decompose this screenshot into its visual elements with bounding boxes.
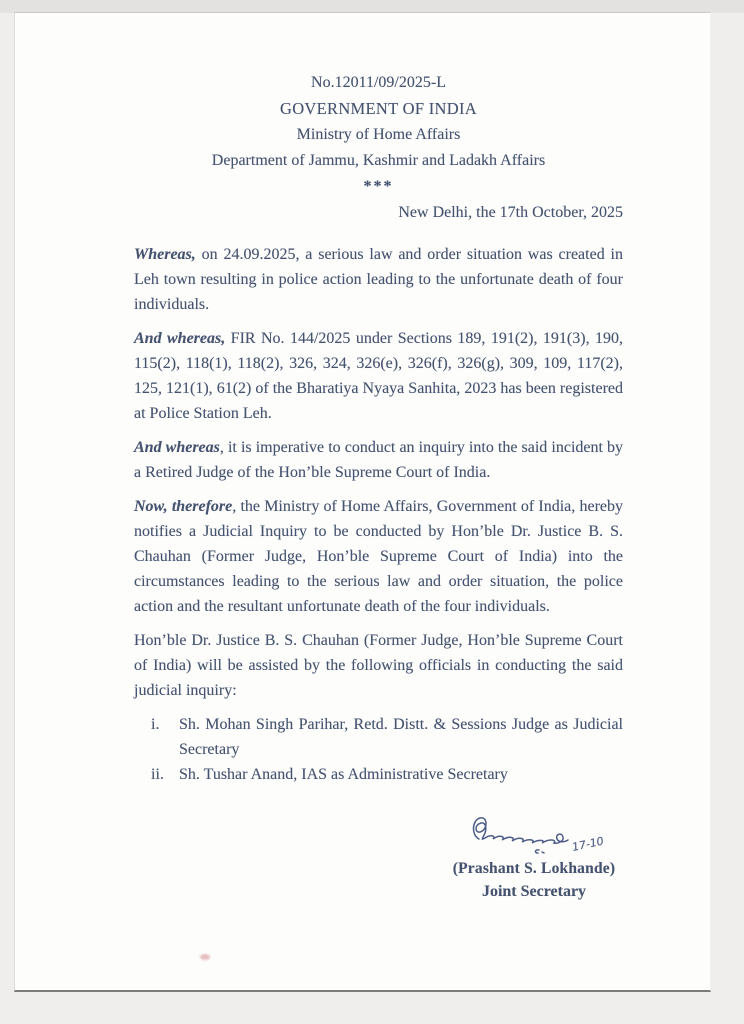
paragraph-text: Hon’ble Dr. Justice B. S. Chauhan (Former Judge, Hon’ble Supreme Court of India) will be assisted by the following officials in conducting the said judicial inquiry: bbox=[134, 632, 623, 699]
letter-body bbox=[134, 242, 623, 901]
org-name: GOVERNMENT OF INDIA bbox=[280, 99, 477, 118]
list-item bbox=[134, 762, 623, 787]
list-marker: ii. bbox=[151, 766, 164, 783]
letterhead bbox=[134, 70, 623, 226]
separator-stars: *** bbox=[363, 178, 394, 195]
officials-list bbox=[134, 712, 623, 787]
paragraph-text: , the Ministry of Home Affairs, Government of India, hereby notifies a Judicial Inquiry to be conducted by Hon’ble Dr. Justice B. S. Chauhan (Former Judge, Hon’ble Supreme Court of India) into the circumstances leading to the serious law and order situation, the police action and the resultant unfortunate death of the four individuals. bbox=[134, 498, 623, 615]
document-content bbox=[134, 70, 623, 901]
place-date: New Delhi, the 17th October, 2025 bbox=[398, 204, 623, 221]
signatory-name: (Prashant S. Lokhande) bbox=[452, 860, 616, 877]
paragraph-lead: And whereas, bbox=[134, 330, 226, 347]
ministry-name: Ministry of Home Affairs bbox=[296, 126, 461, 143]
paragraph-text: on 24.09.2025, a serious law and order situation was created in Leh town resulting in police action leading to the unfortunate death of four individuals. bbox=[134, 246, 623, 313]
document-page bbox=[14, 12, 711, 992]
list-marker: i. bbox=[151, 716, 160, 733]
department-name: Department of Jammu, Kashmir and Ladakh Affairs bbox=[211, 152, 546, 169]
signature-block bbox=[445, 811, 623, 901]
body-paragraph bbox=[134, 326, 623, 426]
paragraph-text: , it is imperative to conduct an inquiry into the said incident by a Retired Judge of the Hon’ble Supreme Court of India. bbox=[134, 439, 624, 481]
body-paragraph bbox=[134, 242, 623, 317]
list-text: Sh. Mohan Singh Parihar, Retd. Distt. & Sessions Judge as Judicial Secretary bbox=[179, 716, 623, 758]
body-paragraph bbox=[134, 494, 623, 619]
list-item bbox=[134, 712, 623, 762]
list-text: Sh. Tushar Anand, IAS as Administrative Secretary bbox=[179, 766, 508, 783]
reference-number: No.12011/09/2025-L bbox=[311, 74, 446, 91]
handwritten-date: 17-10 bbox=[570, 834, 605, 854]
pink-ink-mark bbox=[200, 954, 210, 960]
paragraph-text: FIR No. 144/2025 under Sections 189, 191(2), 191(3), 190, 115(2), 118(1), 118(2), 326, 324, 326(e), 326(f), 326(g), 309, 109, 117(2), 125, 121(1), 61(2) of the Bharatiya Nyaya Sanhita, 2023 has been registered at Police Station Leh. bbox=[134, 330, 624, 422]
paragraph-lead: Now, therefore bbox=[134, 498, 233, 515]
body-paragraph bbox=[134, 435, 623, 485]
signature-scribble bbox=[465, 811, 617, 855]
body-paragraph bbox=[134, 628, 623, 703]
paragraph-lead: And whereas bbox=[134, 439, 220, 456]
paragraph-lead: Whereas, bbox=[134, 246, 196, 263]
signatory-title: Joint Secretary bbox=[481, 883, 587, 900]
signature-area bbox=[445, 811, 623, 860]
